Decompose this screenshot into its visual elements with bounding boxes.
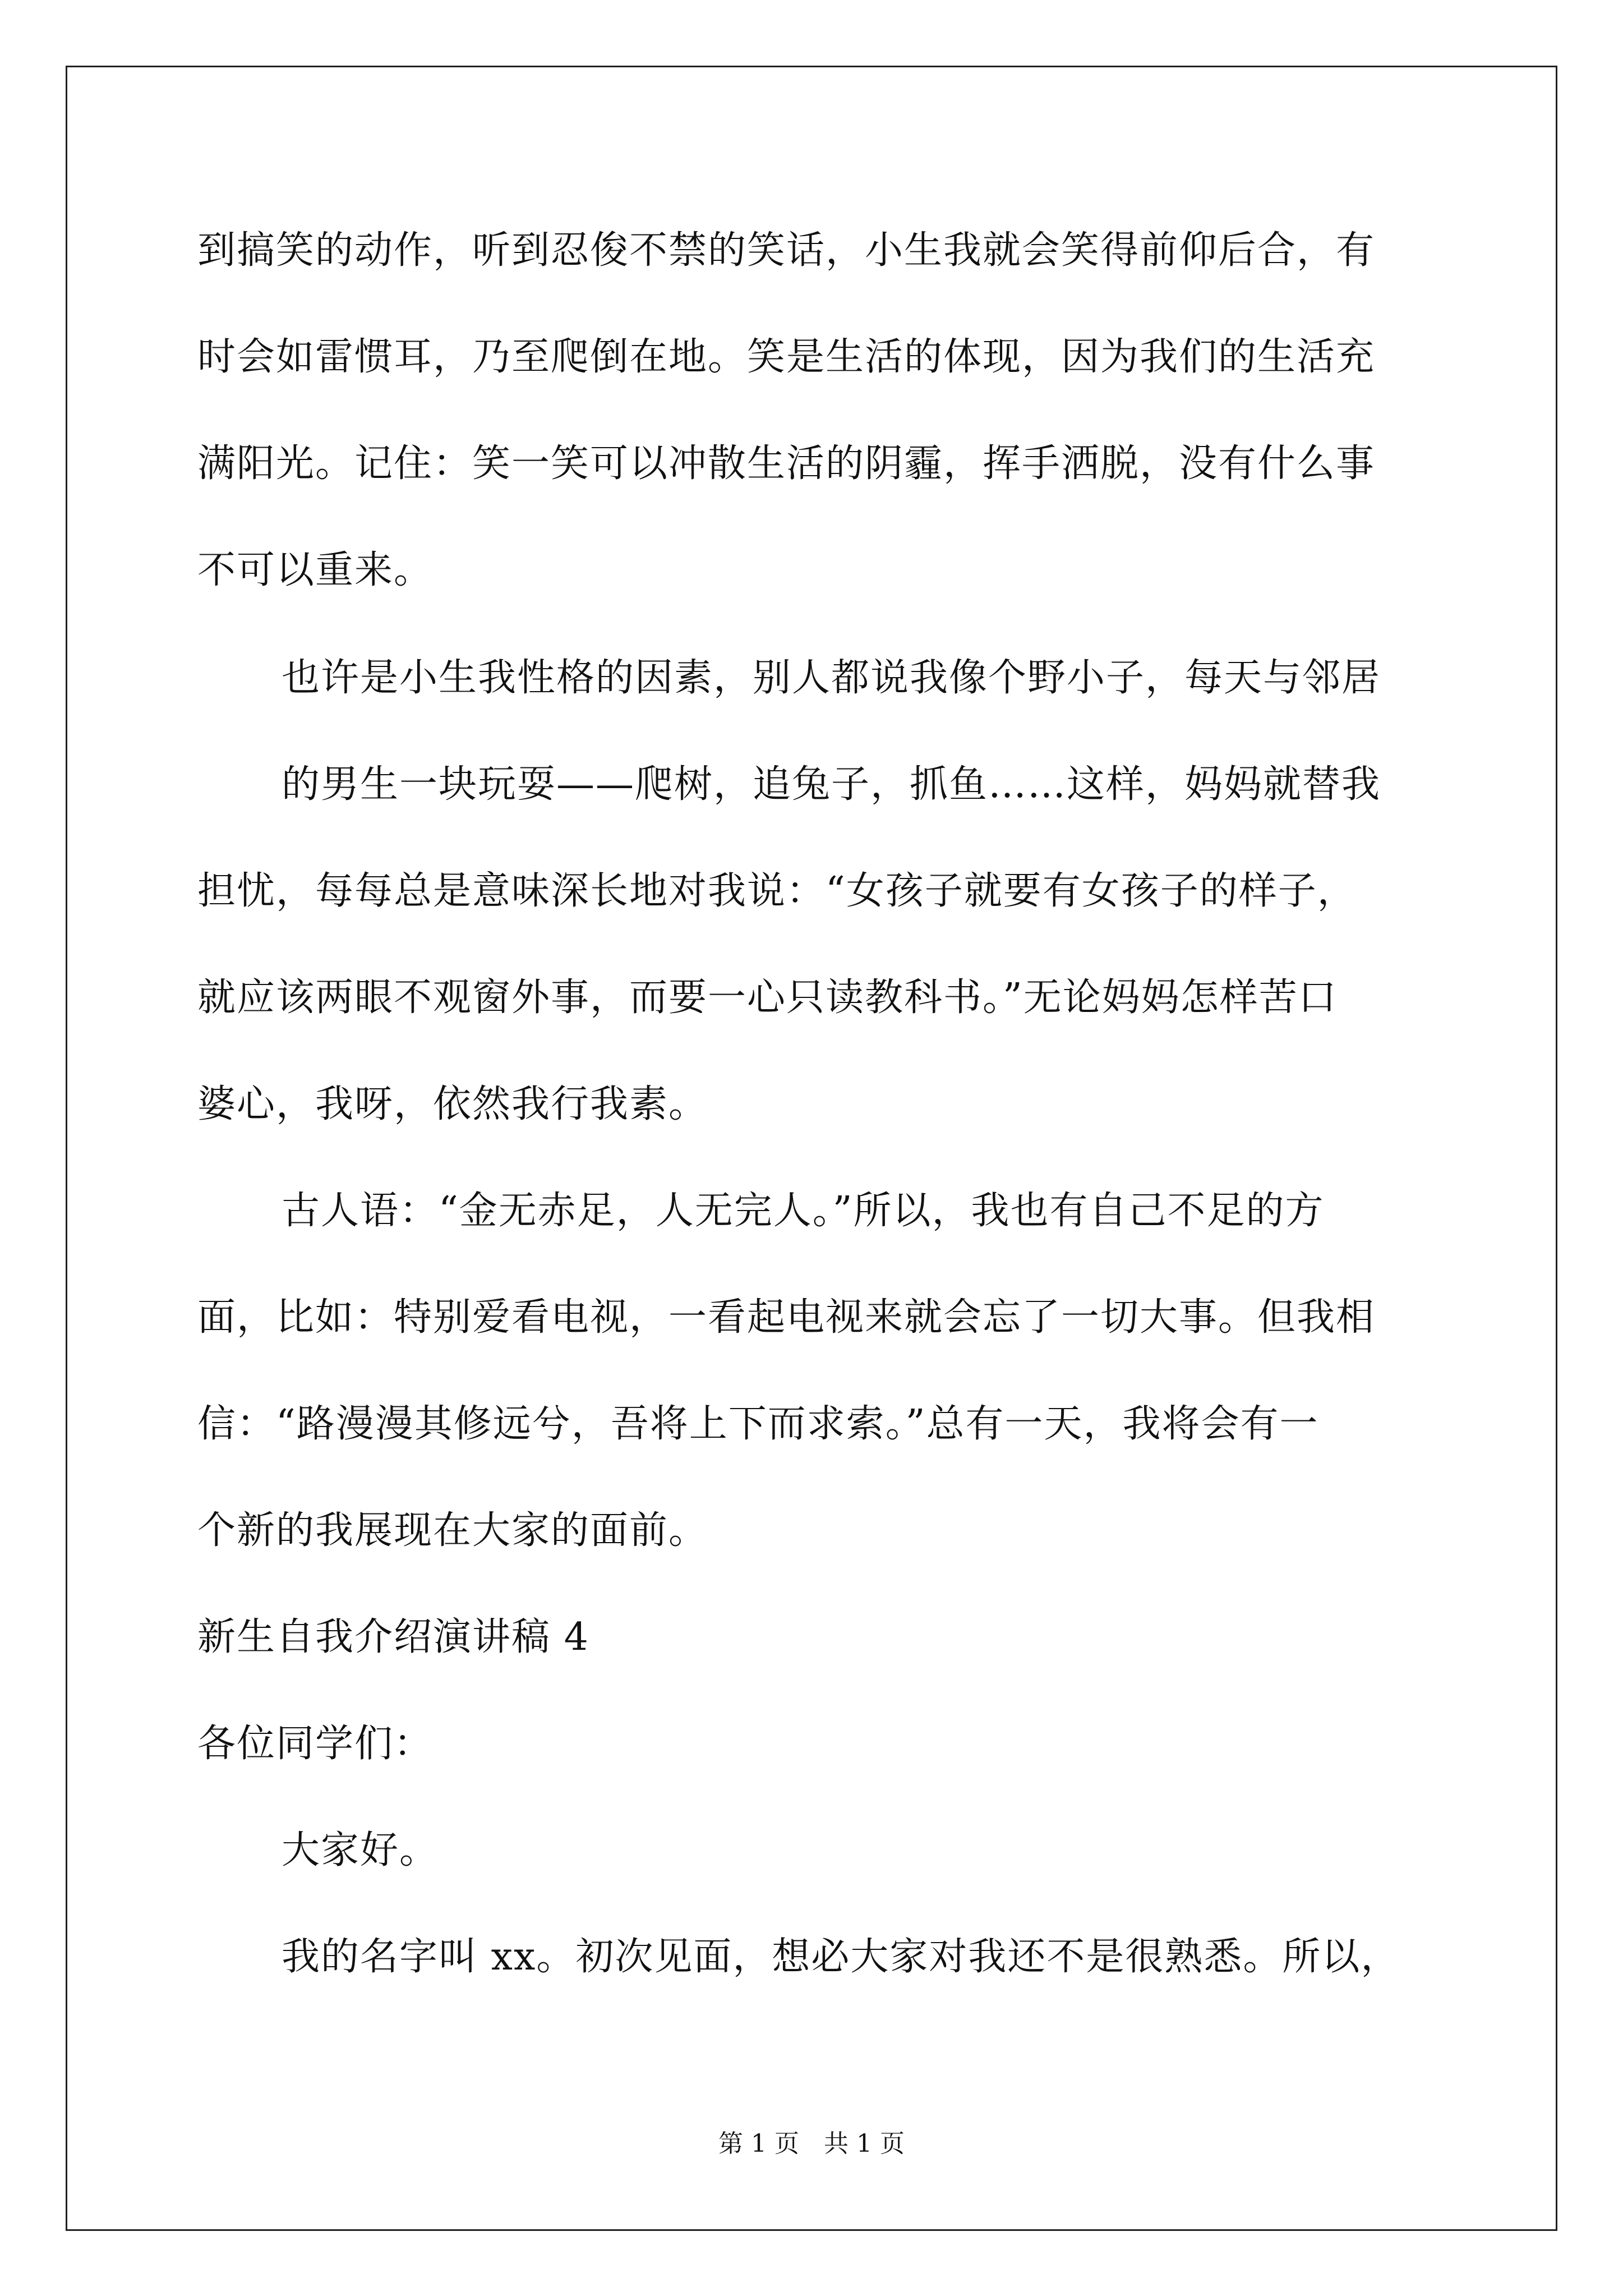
salutation: 各位同学们： <box>197 1722 434 1766</box>
body-text-line: 婆心，我呀，依然我行我素。 <box>197 1082 708 1126</box>
greeting: 大家好。 <box>282 1828 439 1872</box>
body-text-line: 个新的我展现在大家的面前。 <box>197 1508 708 1553</box>
body-text-line: 担忧，每每总是意味深长地对我说：“女孩子就要有女孩子的样子， <box>197 869 1357 913</box>
body-text-line: 的男生一块玩耍——爬树，追兔子，抓鱼……这样，妈妈就替我 <box>282 762 1381 807</box>
paragraph-start-line: 我的名字叫 xx。初次见面，想必大家对我还不是很熟悉。所以， <box>282 1935 1400 1979</box>
body-text-line: 就应该两眼不观窗外事，而要一心只读教科书。”无论妈妈怎样苦口 <box>197 976 1338 1020</box>
body-text-line: 面，比如：特别爱看电视，一看起电视来就会忘了一切大事。但我相 <box>197 1295 1376 1340</box>
body-text-line: 不可以重来。 <box>197 548 434 592</box>
body-text-line: 到搞笑的动作，听到忍俊不禁的笑话，小生我就会笑得前仰后合，有 <box>197 228 1376 273</box>
body-text-line: 时会如雷惯耳，乃至爬倒在地。笑是生活的体现，因为我们的生活充 <box>197 335 1376 379</box>
body-text-line: 满阳光。记住：笑一笑可以冲散生活的阴霾，挥手洒脱，没有什么事 <box>197 441 1376 486</box>
section-heading: 新生自我介绍演讲稿 4 <box>197 1615 589 1659</box>
page-number-footer: 第 1 页 共 1 页 <box>718 2129 905 2158</box>
body-text-line: 信：“路漫漫其修远兮，吾将上下而求索。”总有一天，我将会有一 <box>197 1402 1319 1446</box>
paragraph-start-line: 也许是小生我性格的因素，别人都说我像个野小子，每天与邻居 <box>282 656 1381 700</box>
paragraph-start-line: 古人语：“金无赤足，人无完人。”所以，我也有自己不足的方 <box>282 1189 1325 1233</box>
page-border <box>66 66 1557 2231</box>
